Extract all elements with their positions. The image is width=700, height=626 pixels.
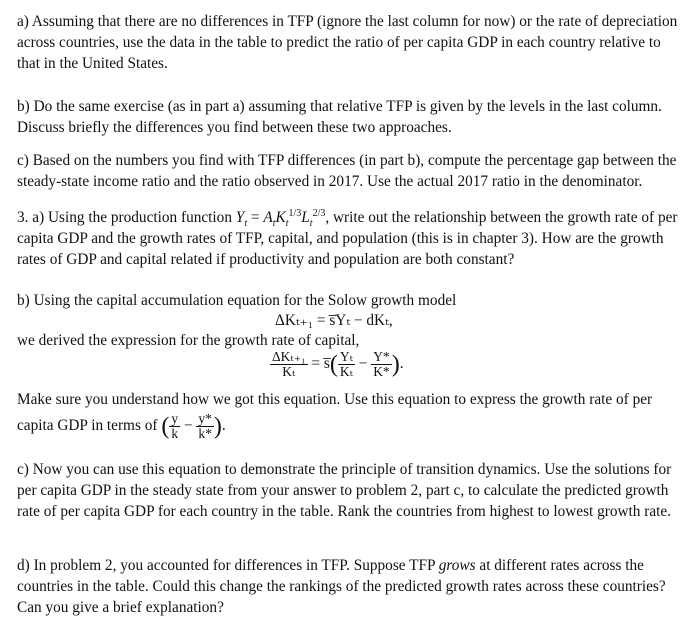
paragraph-3b-after2: capita GDP in terms of ( $\frac{y}{k}$ − $\frac{y*}{k*}$ ).: [17, 411, 226, 441]
paragraph-3b-middle: we derived the expression for the growth rate of capital,: [17, 332, 360, 349]
capital-accumulation-equation: ΔKₜ₊₁ = s̅Yₜ − dKₜ,: [275, 312, 393, 329]
paragraph-3d: d) In problem 2, you accounted for differences in TFP. Suppose TFP grows at different rates across the countries in the table. Could this change the rankings of the predicted growth rates across these countries? Can you give a brief explanation?: [17, 557, 666, 616]
paragraph-2b: b) Do the same exercise (as in part a) assuming that relative TFP is given by the levels in the last column. Discuss briefly the differences you find between these two approaches.: [17, 98, 662, 136]
paragraph-3a: [17, 207, 685, 270]
paragraph-3b-after: Make sure you understand how we got this equation. Use this equation to express the growth rate of per: [17, 391, 653, 408]
paragraph-3b-lead: b) Using the capital accumulation equation for the Solow growth model: [17, 292, 457, 309]
production-function: $Y_t = A_tK_t^{1/3}L_t^{2/3}$: [235, 207, 326, 230]
paragraph-2c: c) Based on the numbers you find with TFP differences (in part b), compute the percentage gap between the steady-state income ratio and the ratio observed in 2017. Use the actual 2017 ratio in the denominator.: [17, 152, 677, 190]
paragraph-3a-lead: 3. a) Using the production function: [17, 209, 232, 226]
capital-growth-equation: $\frac{\text{ΔKₜ₊₁}}{\text{Kₜ}}$ = s̅( $\frac{\text{Yₜ}}{\text{Kₜ}}$ − $\frac{Y*}{K*}$ ).: [272, 349, 404, 379]
paragraph-2a: a) Assuming that there are no differences in TFP (ignore the last column for now) or the rate of depreciation across countries, use the data in the table to predict the ratio of per capita GDP in each country relative to that in the United States.: [17, 13, 678, 72]
paragraph-3c: c) Now you can use this equation to demonstrate the principle of transition dynamics. Use the solutions for per capita GDP in the steady state from your answer to problem 2, part c, to calculate the predicted growth rate of per capita GDP for each country in the table. Rank the countries from highest to lowest growth rate.: [17, 461, 672, 520]
paragraph-3a-rest: , write out the relationship between the growth rate of per capita GDP and the growth rates of TFP, capital, and population (this is in chapter 3). How are the growth rates of GDP and capital related if productivity and population are both constant?: [17, 209, 678, 268]
